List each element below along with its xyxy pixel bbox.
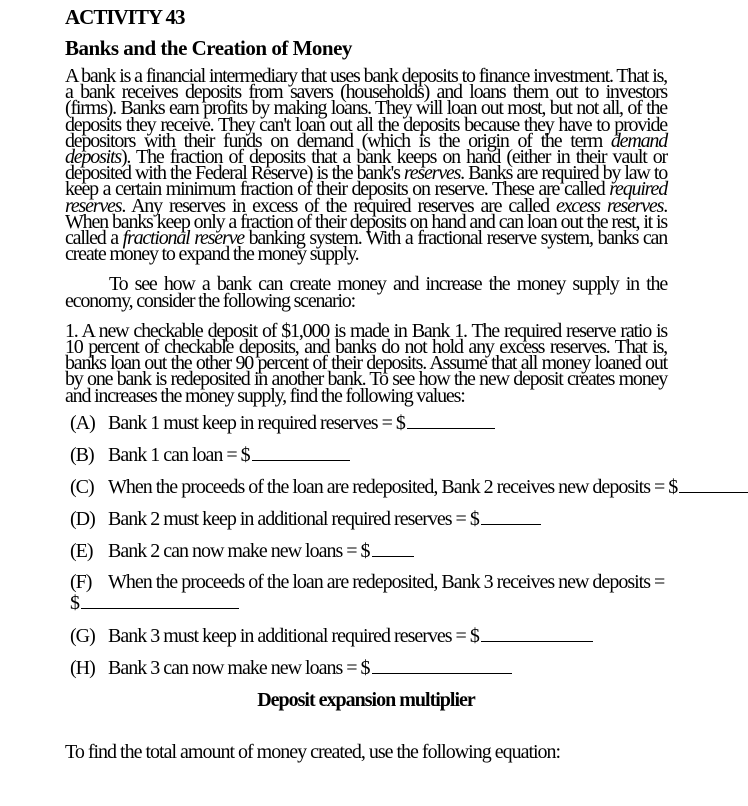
question-text: Bank 1 must keep in required reserves = $ (108, 411, 405, 434)
scenario-intro-paragraph: To see how a bank can create money and increase the money supply in the economy, consider the following scenario: (65, 273, 667, 312)
answer-blank[interactable] (407, 412, 495, 429)
question-letter: (A) (70, 411, 95, 434)
answer-blank[interactable] (252, 444, 350, 461)
question-text: When the proceeds of the loan are redeposited, Bank 2 receives new deposits = $ (108, 475, 678, 498)
intro-text-a: A bank is a financial intermediary that uses bank deposits to finance investment. That is, a bank receives deposits from savers (households) and loans them out to investors (firms). Banks earn profits by making loans. They will loan out most, but not all, of the deposits they receive. They can't loan out all the deposits because they have to provide depositors with their funds on demand (which is the origin of the term (65, 65, 667, 152)
question-text: When the proceeds of the loan are redeposited, Bank 3 receives new deposits = $ (70, 570, 665, 614)
question-letter: (B) (70, 443, 94, 466)
term-required-reserves: required reserves (65, 178, 667, 217)
question-letter: (E) (70, 539, 93, 562)
answer-blank[interactable] (481, 508, 541, 525)
answer-blank[interactable] (679, 476, 748, 493)
intro-text-e: . When banks keep only a fraction of their deposits on hand and can loan out the rest, it is called a (65, 194, 667, 250)
question-item (65, 444, 667, 476)
question-text: Bank 2 can now make new loans = $ (108, 539, 370, 562)
question-item (65, 475, 678, 508)
question-item (65, 572, 667, 613)
question-text: Bank 2 must keep in additional required reserves = $ (108, 507, 479, 530)
activity-title: ACTIVITY 43 (65, 5, 185, 29)
answer-blank[interactable] (81, 592, 239, 609)
question-item (65, 540, 667, 572)
question-letter: (H) (70, 656, 95, 679)
question-text: Bank 3 must keep in additional required reserves = $ (108, 624, 479, 647)
term-demand-deposits: demand deposits (65, 129, 667, 169)
term-excess-reserves: excess reserves (555, 194, 664, 217)
question-letter: (D) (70, 507, 95, 530)
question-letter: (G) (70, 624, 95, 647)
intro-text-d: . Any reserves in excess of the required reserves are called (121, 194, 556, 217)
question-list (65, 411, 678, 689)
question-text: Bank 3 can now make new loans = $ (108, 656, 370, 679)
question-item (65, 625, 667, 657)
intro-text-f: banking system. With a fractional reserve system, banks can create money to expand the money supply. (65, 227, 667, 266)
scenario-paragraph: 1. A new checkable deposit of $1,000 is made in Bank 1. The required reserve ratio is 10 percent of checkable deposits, and banks do not hold any excess reserves. That is, banks loan out the other 90 percent of their deposits. Assume that all money loaned out by one bank is redeposited in another bank. To see how the new deposit creates money and increases the money supply, find the following values: (65, 319, 667, 407)
question-text: Bank 1 can loan = $ (108, 443, 250, 466)
question-item (65, 508, 667, 540)
equation-instruction: To find the total amount of money created, use the following equation: (65, 740, 561, 763)
document-page (65, 5, 678, 763)
term-fractional-reserve: fractional reserve (122, 227, 244, 250)
question-item (65, 657, 667, 689)
intro-paragraph (65, 65, 667, 266)
intro-text-c: . Banks are required by law to keep a certain minimum fraction of their deposits on reserve. These are called (65, 162, 667, 201)
intro-text-b: ). The fraction of deposits that a bank keeps on hand (either in their vault or deposited with the Federal Reserve) is the bank's (65, 146, 667, 185)
term-reserves: reserves (403, 162, 461, 185)
question-letter: (F) (70, 570, 92, 593)
answer-blank[interactable] (372, 540, 414, 557)
multiplier-heading: Deposit expansion multiplier (257, 688, 475, 711)
answer-blank[interactable] (481, 625, 593, 642)
answer-blank[interactable] (372, 657, 512, 674)
question-letter: (C) (70, 475, 94, 498)
question-item (65, 412, 667, 444)
section-subtitle: Banks and the Creation of Money (65, 36, 352, 60)
